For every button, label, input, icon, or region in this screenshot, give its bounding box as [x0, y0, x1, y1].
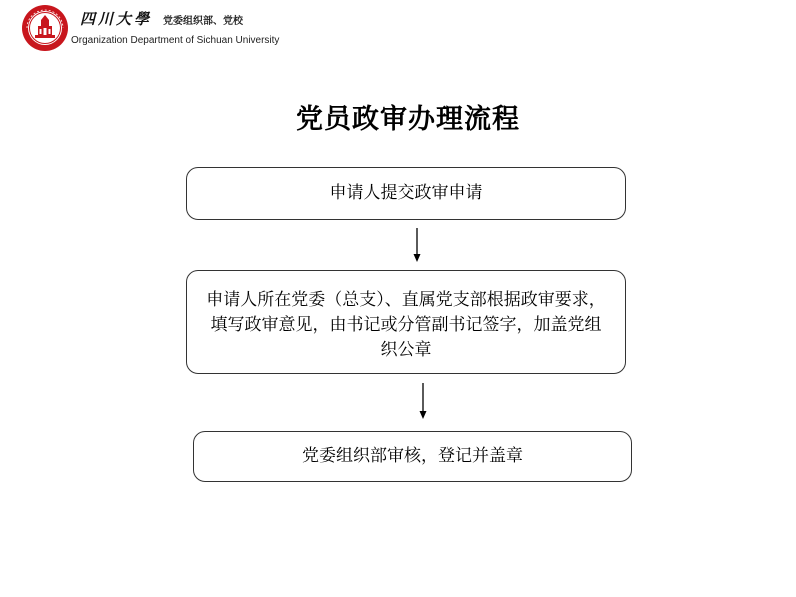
flow-step-2	[186, 270, 626, 374]
flow-arrow-2	[418, 383, 428, 419]
page-title: 党员政审办理流程	[296, 104, 520, 135]
flow-step-1	[186, 167, 626, 220]
department-name-english: Organization Department of Sichuan University	[71, 35, 280, 46]
flow-arrow-1	[412, 228, 422, 262]
university-name: 四川大學	[80, 10, 153, 28]
flow-step-3-text: 党委组织部审核，登记并盖章	[302, 446, 523, 466]
flow-step-1-text: 申请人提交政审申请	[329, 183, 483, 203]
university-logo-icon	[21, 4, 69, 52]
department-name: 党委组织部、党校	[163, 16, 243, 27]
flow-step-2-text: 申请人所在党委（总支）、直属党支部根据政审要求，填写政审意见，由书记或分管副书记签字，加盖党组织公章	[206, 289, 606, 360]
flow-step-3	[193, 431, 632, 482]
